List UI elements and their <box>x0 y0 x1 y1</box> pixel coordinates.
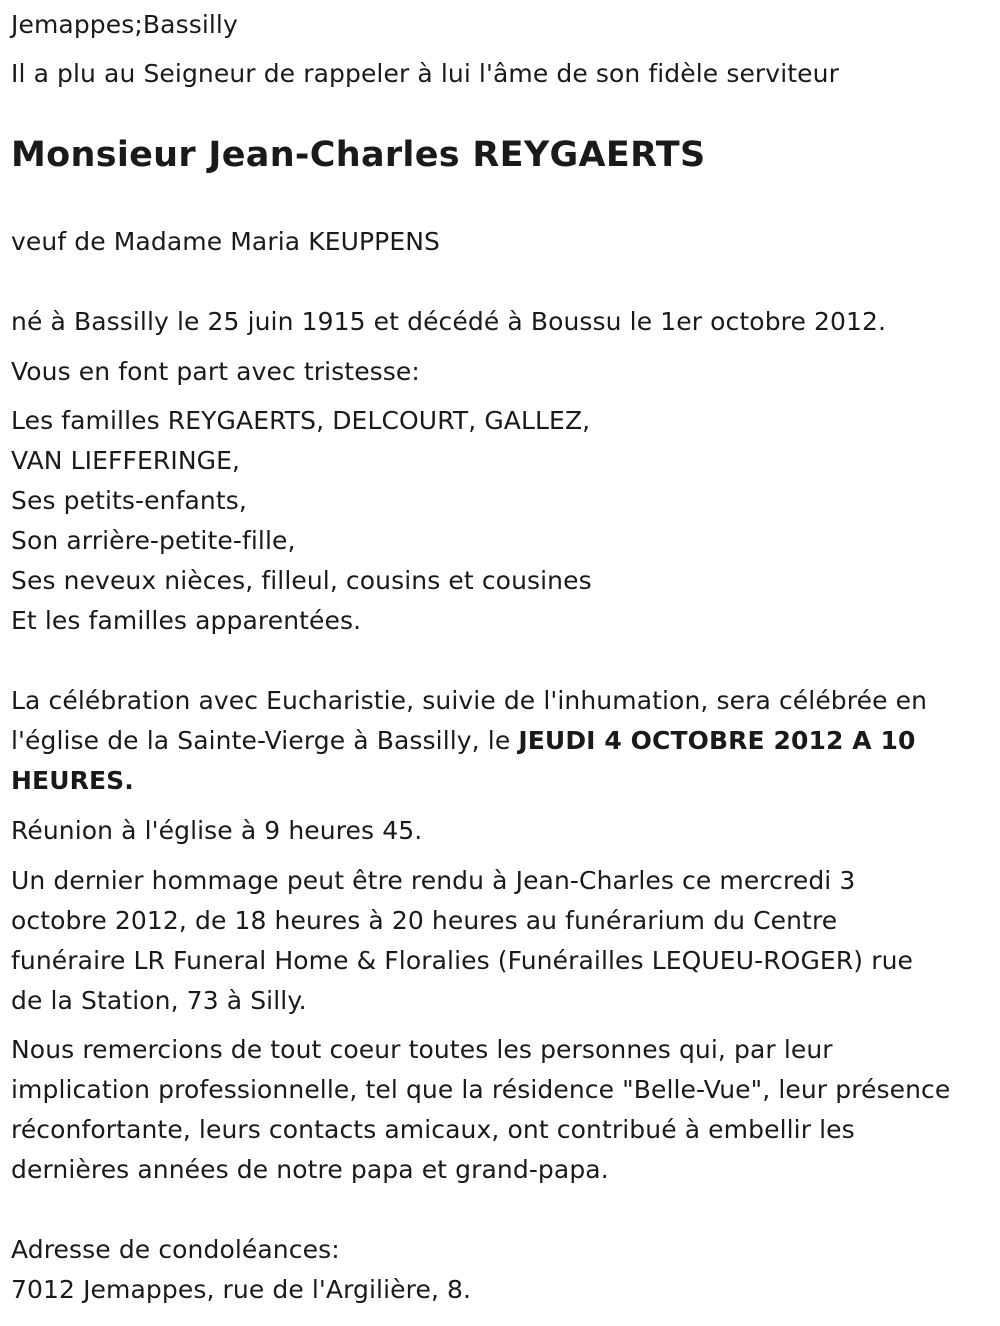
birth-death-text: né à Bassilly le 25 juin 1915 et décédé à Boussu le 1er octobre 2012. <box>11 307 887 336</box>
thanks-line: implication professionnelle, tel que la résidence "Belle-Vue", leur présence <box>11 1075 951 1104</box>
ceremony-time: HEURES. <box>11 766 134 795</box>
ceremony-place: l'église de la Sainte-Vierge à Bassilly, le <box>11 726 519 755</box>
ceremony-line <box>11 721 927 761</box>
homage-line: Un dernier hommage peut être rendu à Jean-Charles ce mercredi 3 <box>11 866 856 895</box>
thanks-line: réconfortante, leurs contacts amicaux, ont contribué à embellir les <box>11 1115 855 1144</box>
family-line: Et les familles apparentées. <box>11 606 362 635</box>
homage-line: octobre 2012, de 18 heures à 20 heures au funérarium du Centre <box>11 906 838 935</box>
thanks-line: Nous remercions de tout coeur toutes les personnes qui, par leur <box>11 1035 833 1064</box>
family-list <box>11 401 592 641</box>
ceremony-date: JEUDI 4 OCTOBRE 2012 A 10 <box>518 726 916 755</box>
family-line: Ses neveux nièces, filleul, cousins et cousines <box>11 566 592 595</box>
location-header: Jemappes;Bassilly <box>11 10 238 39</box>
ceremony-line: La célébration avec Eucharistie, suivie de l'inhumation, sera célébrée en <box>11 686 928 715</box>
spouse-text: veuf de Madame Maria KEUPPENS <box>11 227 441 256</box>
family-line: Ses petits-enfants, <box>11 486 247 515</box>
family-line: Les familles REYGAERTS, DELCOURT, GALLEZ, <box>11 406 591 435</box>
thanks-line: dernières années de notre papa et grand-papa. <box>11 1155 609 1184</box>
homage-paragraph <box>11 861 913 1021</box>
condolences-label: Adresse de condoléances: <box>11 1235 340 1264</box>
meeting-text: Réunion à l'église à 9 heures 45. <box>11 816 423 845</box>
thanks-paragraph <box>11 1030 950 1190</box>
homage-line: funéraire LR Funeral Home & Floralies (Funérailles LEQUEU-ROGER) rue <box>11 946 914 975</box>
ceremony-paragraph <box>11 681 927 801</box>
family-line: Son arrière-petite-fille, <box>11 526 296 555</box>
announcement-lead: Vous en font part avec tristesse: <box>11 357 420 386</box>
condolences-address: 7012 Jemappes, rue de l'Argilière, 8. <box>11 1275 472 1304</box>
intro-text: Il a plu au Seigneur de rappeler à lui l'âme de son fidèle serviteur <box>11 59 839 88</box>
homage-line: de la Station, 73 à Silly. <box>11 986 307 1015</box>
family-line: VAN LIEFFERINGE, <box>11 446 241 475</box>
deceased-name: Monsieur Jean-Charles REYGAERTS <box>11 135 706 175</box>
